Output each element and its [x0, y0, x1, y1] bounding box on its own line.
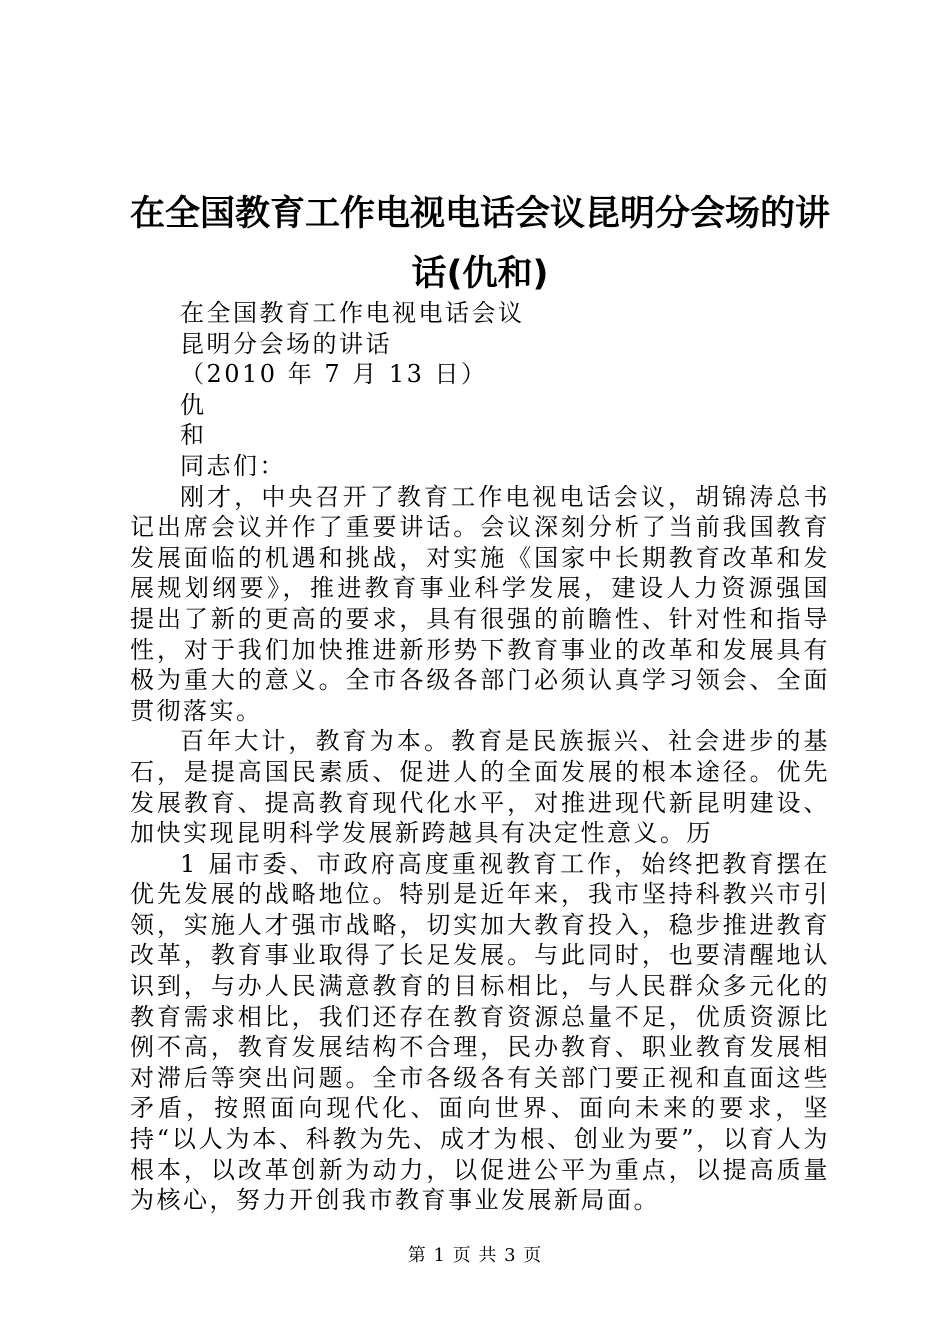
meeting-name-line: 在全国教育工作电视电话会议 — [180, 299, 525, 327]
speaker-given-name-line: 和 — [180, 421, 207, 450]
speech-date-line: （2010 年 7 月 13 日） — [180, 360, 488, 389]
body-paragraph-3: 1 届市委、市政府高度重视教育工作，始终把教育摆在优先发展的战略地位。特别是近年来，我市坚持科教兴市引领，实施人才强市战略，切实加大教育投入，稳步推进教育改革，教育事业取得了长足发展。与此同时，也要清醒地认识到，与办人民满意教育的目标相比，与人民群众多元化的教育需求相比，我们还存在教育资源总量不足，优质资源比例不高，教育发展结构不合理，民办教育、职业教育发展相对滞后等突出问题。全市各级各有关部门要正视和直面这些矛盾，按照面向现代化、面向世界、面向未来的要求，坚持“以人为本、科教为先、成才为根、创业为要”，以育人为根本，以改革创新为动力，以促进公平为重点，以提高质量为核心，努力开创我市教育事业发展新局面。 — [130, 849, 830, 1215]
document-title-line-1: 在全国教育工作电视电话会议昆明分会场的讲 — [129, 194, 830, 234]
body-paragraph-1: 刚才，中央召开了教育工作电视电话会议，胡锦涛总书记出席会议并作了重要讲话。会议深刻分析了当前我国教育发展面临的机遇和挑战，对实施《国家中长期教育改革和发展规划纲要》，推进教育事业科学发展，建设人力资源强国提出了新的更高的要求，具有很强的前瞻性、针对性和指导性，对于我们加快推进新形势下教育事业的改革和发展具有极为重大的意义。全市各级各部门必须认真学习领会、全面贯彻落实。 — [130, 482, 830, 725]
salutation-line: 同志们： — [180, 451, 286, 480]
document-title-line-2: 话(仇和) — [411, 254, 549, 294]
document-body — [130, 298, 830, 1216]
body-paragraph-2: 百年大计，教育为本。教育是民族振兴、社会进步的基石，是提高国民素质、促进人的全面发展的根本途径。优先发展教育、提高教育现代化水平，对推进现代新昆明建设、加快实现昆明科学发展新跨越具有决定性意义。历 — [130, 727, 830, 848]
page-number-footer: 第 1 页 共 3 页 — [407, 1245, 543, 1266]
speaker-surname-line: 仇 — [180, 390, 207, 419]
speech-title-line: 昆明分会场的讲话 — [180, 329, 392, 358]
